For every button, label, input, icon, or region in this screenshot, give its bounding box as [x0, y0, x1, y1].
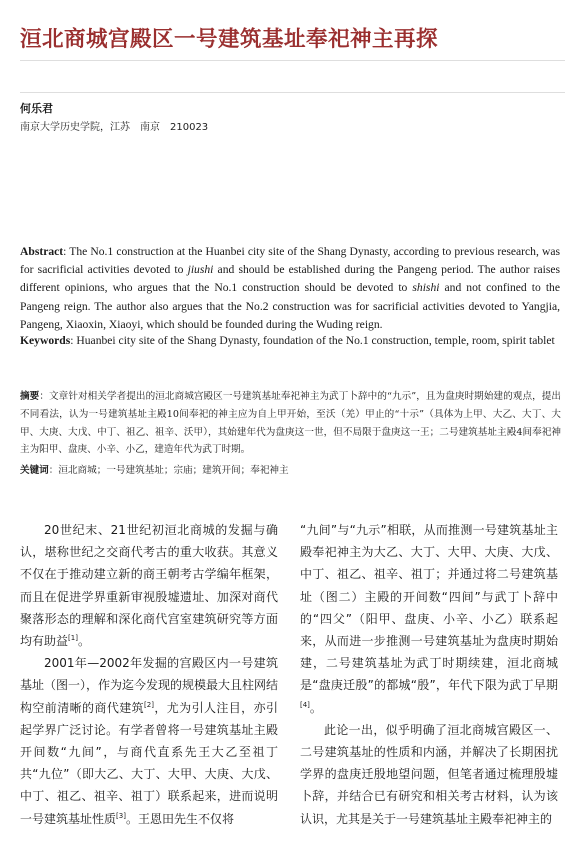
keywords-english: Keywords: Huanbei city site of the Shang Dynasty, foundation of the No.1 construction, temple, room, spirit tablet — [20, 334, 555, 347]
keywords-english-label: Keywords — [20, 334, 71, 347]
abstract-english-label: Abstract — [20, 245, 64, 258]
keywords-chinese-label: 关键词 — [20, 465, 49, 476]
reference-mark[interactable]: [4] — [300, 700, 310, 709]
body-column-right — [300, 519, 558, 830]
body-paragraph: 此论一出，似乎明确了洹北商城宫殿区一、二号建筑基址的性质和内涵，并解决了长期困扰学界的盘庚迁殷地望问题，但笔者通过梳理殷墟卜辞，并结合已有研究和相关考古材料，认为该认识，尤其是关于一号建筑基址主殿奉祀神主的 — [300, 722, 558, 826]
body-paragraph: 20世纪末、21世纪初洹北商城的发掘与确认，堪称世纪之交商代考古的重大收获。其意义不仅在于推动建立新的商王朝考古学编年框架，而且在促进学界重新审视殷墟遗址、加深对商代聚落形态的理解和深化商代宫室建筑研究等方面均有助益[1]。 — [20, 523, 278, 649]
author-affiliation: 南京大学历史学院，江苏 南京 210023 — [20, 122, 209, 133]
body-paragraph: “九间”与“九示”相联，从而推测一号建筑基址主殿奉祀神主为大乙、大丁、大甲、大庚、大戊、中丁、祖乙、祖辛、祖丁；并通过将二号建筑基址（图二）主殿的开间数“四间”与武丁卜辞中的“四父”（阳甲、盘庚、小辛、小乙）联系起来，从而进一步推测一号建筑基址为盘庚时期始建，二号建筑基址为武丁时期续建，洹北商城是“盘庚迁殷”的都城“殷”，年代下限为武丁早期[4]。 — [300, 523, 558, 715]
abstract-english: Abstract: The No.1 construction at the Huanbei city site of the Shang Dynasty, according to previous research, was for sacrificial activities devoted to jiushi and should be established during the Pangeng period. The author raises different opinions, who argues that the No.1 construction should be devoted to shishi and not confined to the Pangeng reign. The author also argues that the No.2 construction was for sacrificial activities devoted to Yangjia, Pangeng, Xiaoxin, Xiaoyi, which should be founded during the Wuding reign. — [20, 245, 560, 331]
abstract-chinese-label: 摘要 — [20, 391, 40, 402]
body-column-left — [20, 519, 278, 830]
body-paragraph: 2001年—2002年发掘的宫殿区内一号建筑基址（图一），作为迄今发现的规模最大且柱网结构空前清晰的商代建筑[2]，尤为引人注目，亦引起学界广泛讨论。有学者曾将一号建筑基址主殿开间数“九间”，与商代直系先王大乙至祖丁共“九位”（即大乙、大丁、大甲、大庚、大戊、中丁、祖乙、祖辛、祖丁）联系起来，进而说明一号建筑基址性质[3]。王恩田先生不仅将 — [20, 656, 279, 826]
reference-mark[interactable]: [2] — [144, 700, 154, 709]
author-rule — [20, 92, 565, 93]
abstract-chinese: 摘要：文章针对相关学者提出的洹北商城宫殿区一号建筑基址奉祀神主为武丁卜辞中的“九示”，且为盘庚时期始建的观点，提出不同看法，认为一号建筑基址主殿10间奉祀的神主应为自上甲开始，至沃（羌）甲止的“十示”（具体为上甲、大乙、大丁、大甲、大庚、大戊、中丁、祖乙、祖辛、沃甲），其始建年代为盘庚这一世，但不局限于盘庚这一王；二号建筑基址主殿4间奉祀神主为阳甲、盘庚、小辛、小乙，建造年代为武丁时期。 — [20, 391, 562, 456]
page-title: 洹北商城宫殿区一号建筑基址奉祀神主再探 — [20, 27, 439, 52]
keywords-chinese: 关键词：洹北商城；一号建筑基址；宗庙；建筑开间；奉祀神主 — [20, 465, 289, 476]
author-name: 何乐君 — [20, 102, 53, 115]
title-rule — [20, 60, 565, 61]
reference-mark[interactable]: [1] — [68, 634, 78, 643]
reference-mark[interactable]: [3] — [116, 811, 126, 820]
